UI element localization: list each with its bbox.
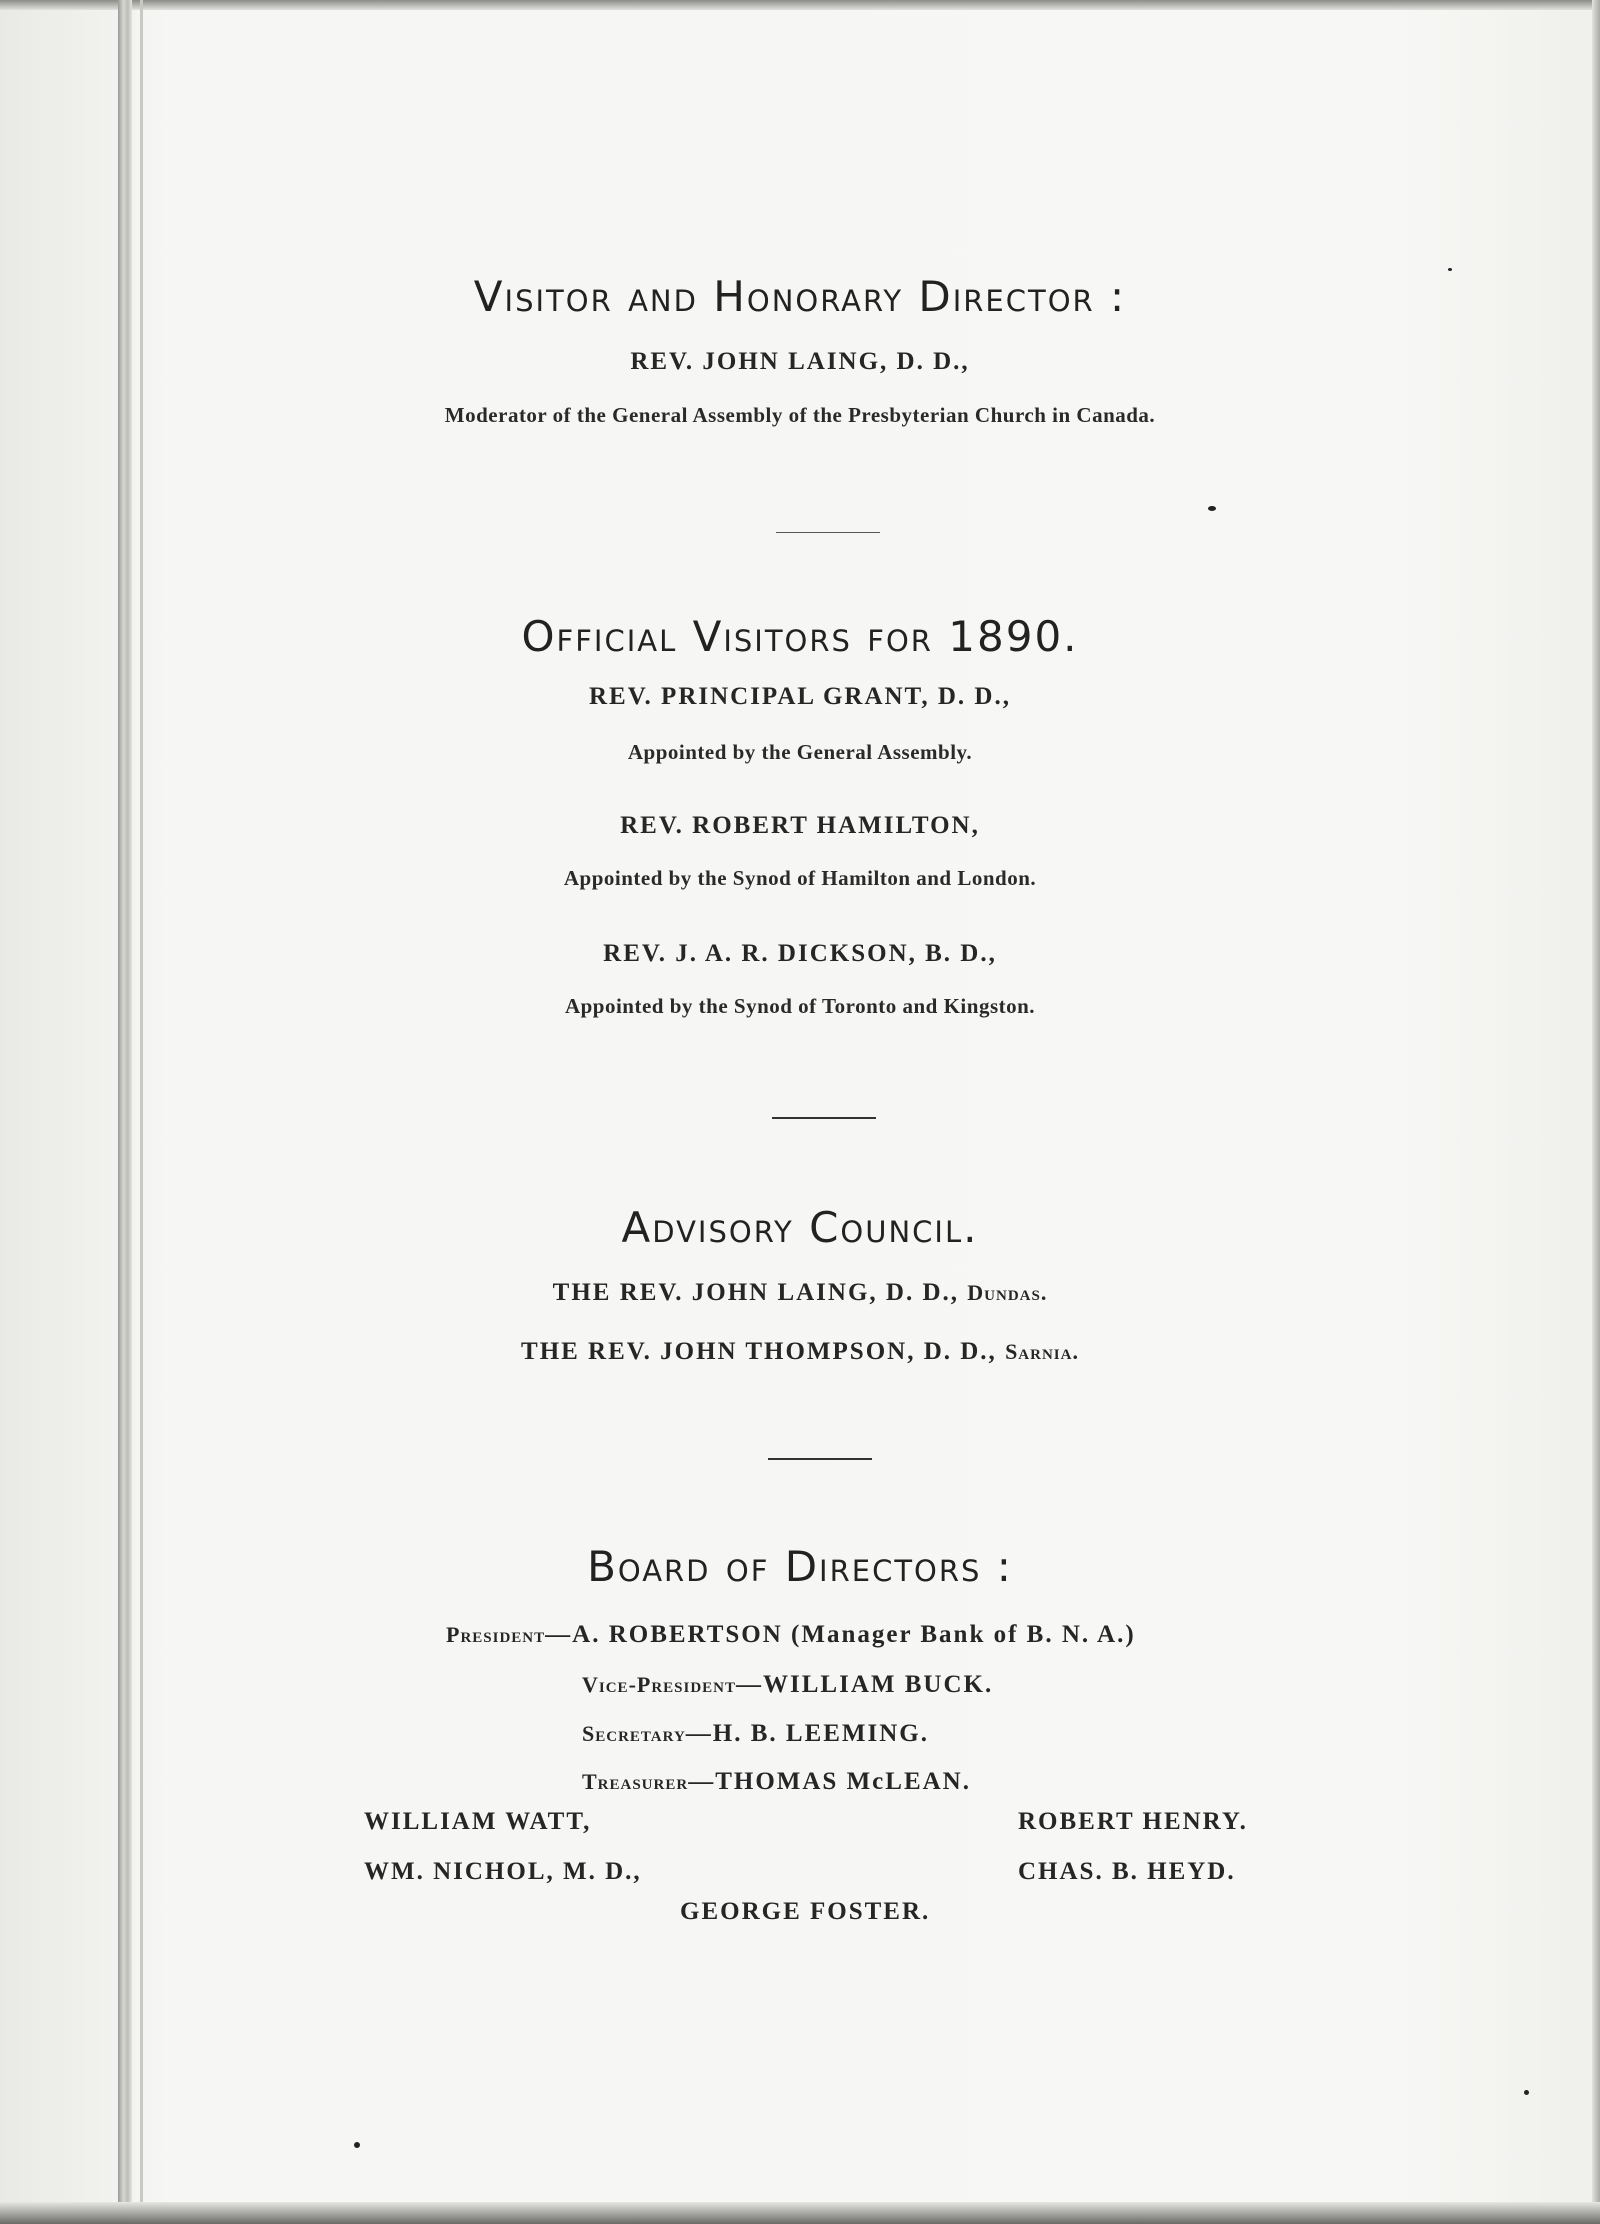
visitor-heading: Visitor and Honorary Director : — [473, 272, 1127, 321]
section-divider — [772, 1117, 876, 1119]
scan-speck — [1208, 506, 1216, 511]
official-visitor-name: REV. PRINCIPAL GRANT, D. D., — [588, 683, 1011, 710]
page-top-edge — [0, 0, 1600, 10]
official-visitor-note: Appointed by the General Assembly. — [627, 740, 973, 764]
binding-gutter-line — [140, 0, 143, 2224]
officer-president — [446, 1621, 1136, 1649]
page-bottom-edge — [0, 2202, 1600, 2224]
official-visitor-name: REV. J. A. R. DICKSON, B. D., — [603, 940, 997, 967]
advisory-member — [0, 1338, 1600, 1366]
official-visitor-name: REV. ROBERT HAMILTON, — [620, 812, 980, 839]
official-visitor-note: Appointed by the Synod of Toronto and Kingston. — [564, 994, 1036, 1018]
visitor-name: REV. JOHN LAING, D. D., — [630, 348, 970, 375]
advisory-member-name: THE REV. JOHN THOMPSON, D. D., — [521, 1338, 1006, 1365]
director-name: WM. NICHOL, M. D., — [364, 1858, 642, 1885]
advisory-member — [0, 1279, 1600, 1307]
advisory-member-place: Sarnia. — [1005, 1339, 1079, 1364]
advisory-council-heading: Advisory Council. — [621, 1203, 979, 1252]
officer-treasurer — [582, 1768, 971, 1796]
scan-speck — [1448, 268, 1452, 271]
director-name: CHAS. B. HEYD. — [1018, 1858, 1236, 1885]
officer-role: Treasurer — [582, 1769, 689, 1794]
page-right-edge — [1592, 0, 1600, 2224]
scan-speck — [1524, 2090, 1529, 2095]
section-divider — [768, 1458, 872, 1460]
officer-value: —THOMAS McLEAN. — [688, 1768, 971, 1795]
officer-role: Vice-President — [582, 1672, 737, 1697]
official-visitors-heading: Official Visitors for 1890. — [521, 612, 1079, 661]
officer-vice-president — [582, 1671, 993, 1699]
officer-role: Secretary — [582, 1721, 686, 1746]
officer-role: President — [446, 1622, 546, 1647]
officer-value: —H. B. LEEMING. — [685, 1720, 930, 1747]
director-name: GEORGE FOSTER. — [680, 1898, 931, 1925]
advisory-member-place: Dundas. — [967, 1280, 1048, 1305]
board-heading: Board of Directors : — [587, 1542, 1013, 1591]
visitor-note: Moderator of the General Assembly of the Presbyterian Church in Canada. — [444, 403, 1156, 427]
officer-secretary — [582, 1720, 929, 1748]
officer-value: —WILLIAM BUCK. — [736, 1671, 994, 1698]
advisory-member-name: THE REV. JOHN LAING, D. D., — [552, 1279, 968, 1306]
section-divider — [776, 532, 880, 533]
director-name: WILLIAM WATT, — [364, 1808, 592, 1835]
scan-speck — [354, 2142, 360, 2148]
official-visitor-note: Appointed by the Synod of Hamilton and London. — [563, 866, 1037, 890]
binding-spine — [118, 0, 132, 2224]
director-name: ROBERT HENRY. — [1018, 1808, 1248, 1835]
officer-value: —A. ROBERTSON (Manager Bank of B. N. A.) — [545, 1621, 1136, 1648]
